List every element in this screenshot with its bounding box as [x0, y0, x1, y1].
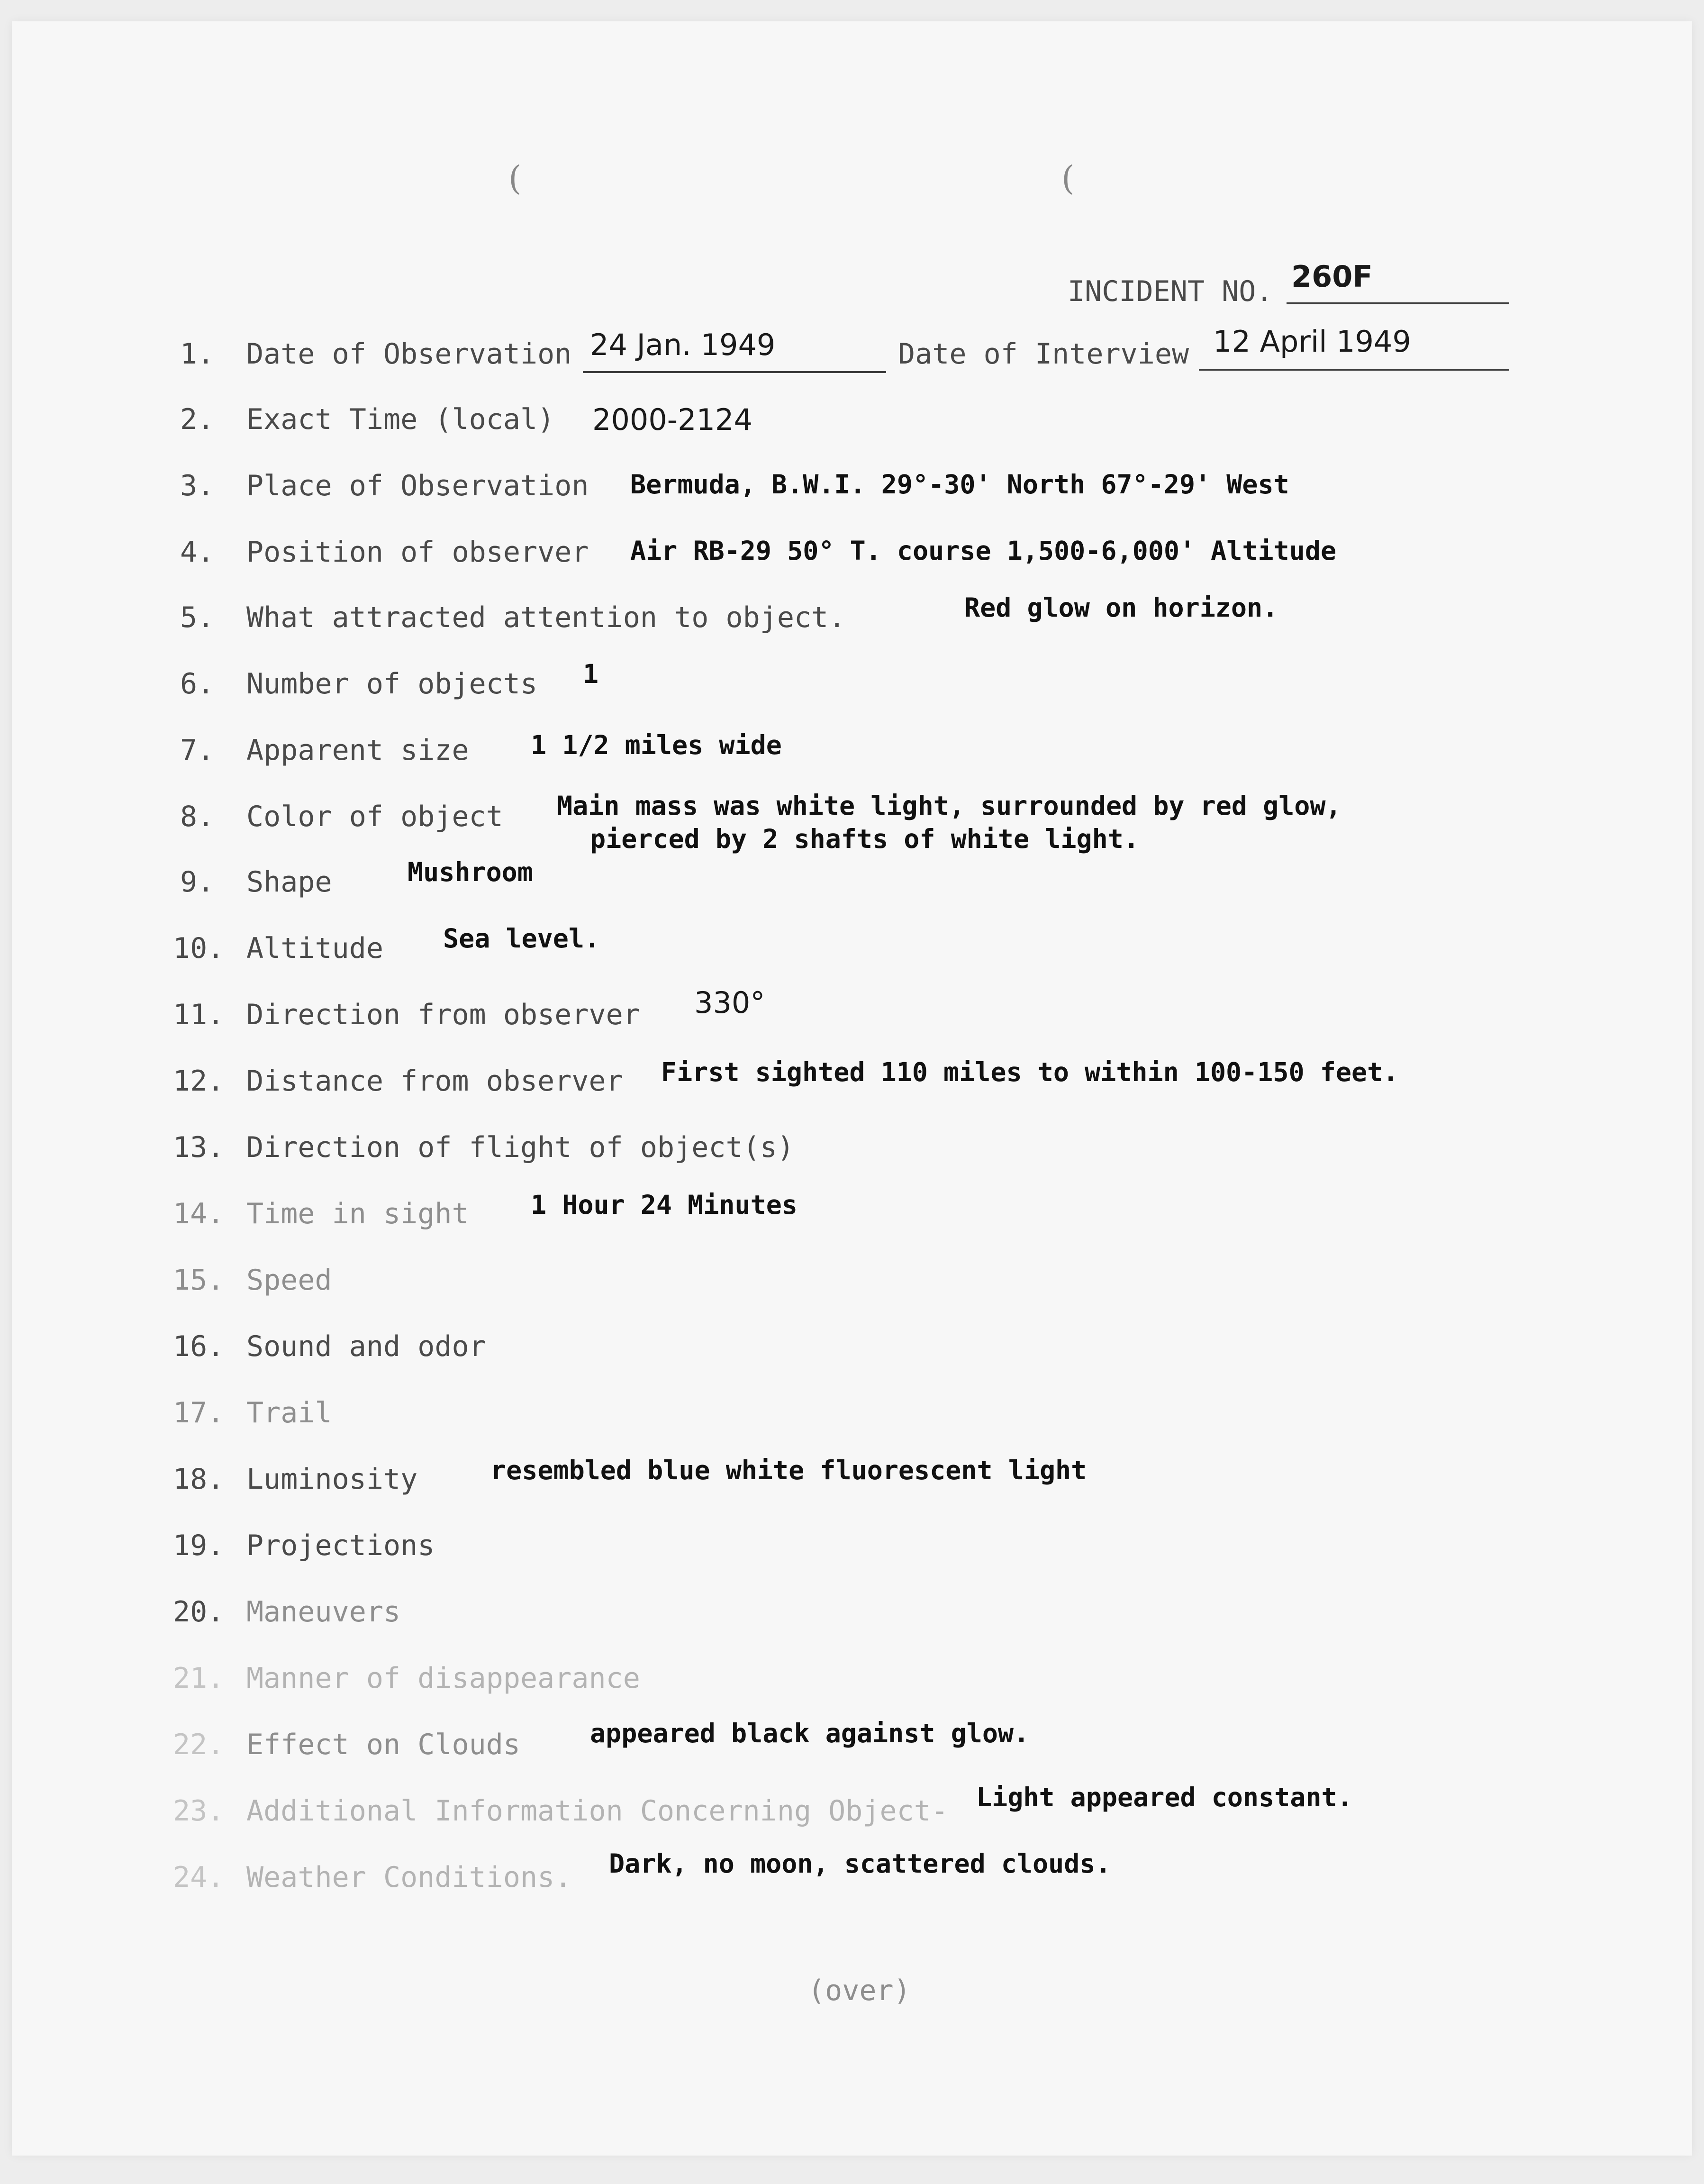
item-label: Trail [246, 1396, 332, 1429]
item-number: 19. [173, 1529, 225, 1562]
item-number: 15. [173, 1264, 225, 1297]
item-number: 18. [173, 1463, 225, 1496]
item-number: 5. [180, 601, 215, 634]
over-note: (over) [808, 1974, 911, 2007]
item-value: Air RB-29 50° T. course 1,500-6,000' Altitude [630, 536, 1337, 566]
item-number: 2. [180, 403, 215, 436]
item-value: Red glow on horizon. [964, 592, 1278, 623]
item-value: 330° [694, 985, 765, 1020]
item-value: Light appeared constant. [976, 1782, 1353, 1812]
item-number: 12. [173, 1065, 225, 1098]
item-number: 3. [180, 469, 215, 502]
item-label: Distance from observer [246, 1065, 623, 1098]
item-number: 23. [173, 1794, 225, 1828]
item-value: Bermuda, B.W.I. 29°-30' North 67°-29' West [630, 469, 1289, 500]
item-value: 1 Hour 24 Minutes [531, 1190, 798, 1220]
item-label: Direction from observer [246, 998, 640, 1031]
item-label: Projections [246, 1529, 435, 1562]
item-number: 13. [173, 1131, 225, 1164]
item-label: Exact Time (local) [246, 403, 555, 436]
item-label: Date of Observation [246, 337, 572, 371]
item-number: 6. [180, 667, 215, 701]
item-number: 7. [180, 734, 215, 767]
item-label: Sound and odor [246, 1330, 486, 1363]
item-value: appeared black against glow. [590, 1718, 1030, 1748]
item-label: Manner of disappearance [246, 1662, 640, 1695]
item-number: 9. [180, 865, 215, 899]
item-label: Color of object [246, 800, 503, 833]
date-of-observation-value: 24 Jan. 1949 [590, 328, 776, 362]
item-label: Place of Observation [246, 469, 589, 502]
item-label: Apparent size [246, 734, 469, 767]
document-page [12, 21, 1692, 2156]
stray-mark: ( [508, 159, 522, 198]
date-interview-underline [1199, 369, 1509, 371]
item-label: Shape [246, 865, 332, 899]
item-value: 1 1/2 miles wide [531, 730, 782, 760]
item-label: What attracted attention to object. [246, 601, 846, 634]
item-number: 20. [173, 1595, 225, 1629]
date-observation-underline [583, 371, 886, 373]
item-label: Effect on Clouds [246, 1728, 520, 1761]
item-number: 16. [173, 1330, 225, 1363]
item-number: 17. [173, 1396, 225, 1429]
item-number: 24. [173, 1861, 225, 1894]
item-value: Dark, no moon, scattered clouds. [609, 1848, 1111, 1879]
item-label: Altitude [246, 932, 383, 965]
item-value: 2000-2124 [592, 402, 752, 437]
item-number: 1. [180, 337, 215, 371]
item-number: 11. [173, 998, 225, 1031]
incident-number: 260F [1291, 259, 1373, 294]
item-value: 1 [583, 659, 599, 689]
item-label: Speed [246, 1264, 332, 1297]
item-label: Position of observer [246, 536, 589, 569]
item-number: 22. [173, 1728, 225, 1761]
item-label: Additional Information Concerning Object- [246, 1794, 949, 1828]
item-value: Mushroom [408, 857, 533, 887]
item-label: Direction of flight of object(s) [246, 1131, 794, 1164]
item-value: Sea level. [443, 923, 600, 954]
item-number: 10. [173, 932, 225, 965]
item-label: Weather Conditions. [246, 1861, 572, 1894]
incident-underline [1287, 302, 1509, 304]
incident-label: INCIDENT NO. [1068, 275, 1273, 308]
item-number: 14. [173, 1197, 225, 1230]
item-number: 4. [180, 536, 215, 569]
item-label: Time in sight [246, 1197, 469, 1230]
item-number: 21. [173, 1662, 225, 1695]
item-value: First sighted 110 miles to within 100-150 feet. [661, 1057, 1399, 1087]
item-number: 8. [180, 800, 215, 833]
item-value: Main mass was white light, surrounded by red glow, [557, 791, 1341, 821]
item-label: Maneuvers [246, 1595, 401, 1629]
item-value: resembled blue white fluorescent light [490, 1455, 1087, 1485]
date-of-interview-value: 12 April 1949 [1213, 324, 1411, 359]
item-value-continued: pierced by 2 shafts of white light. [590, 824, 1139, 854]
stray-mark: ( [1061, 159, 1075, 198]
item-label: Luminosity [246, 1463, 418, 1496]
item-label: Date of Interview [898, 337, 1189, 371]
item-label: Number of objects [246, 667, 538, 701]
